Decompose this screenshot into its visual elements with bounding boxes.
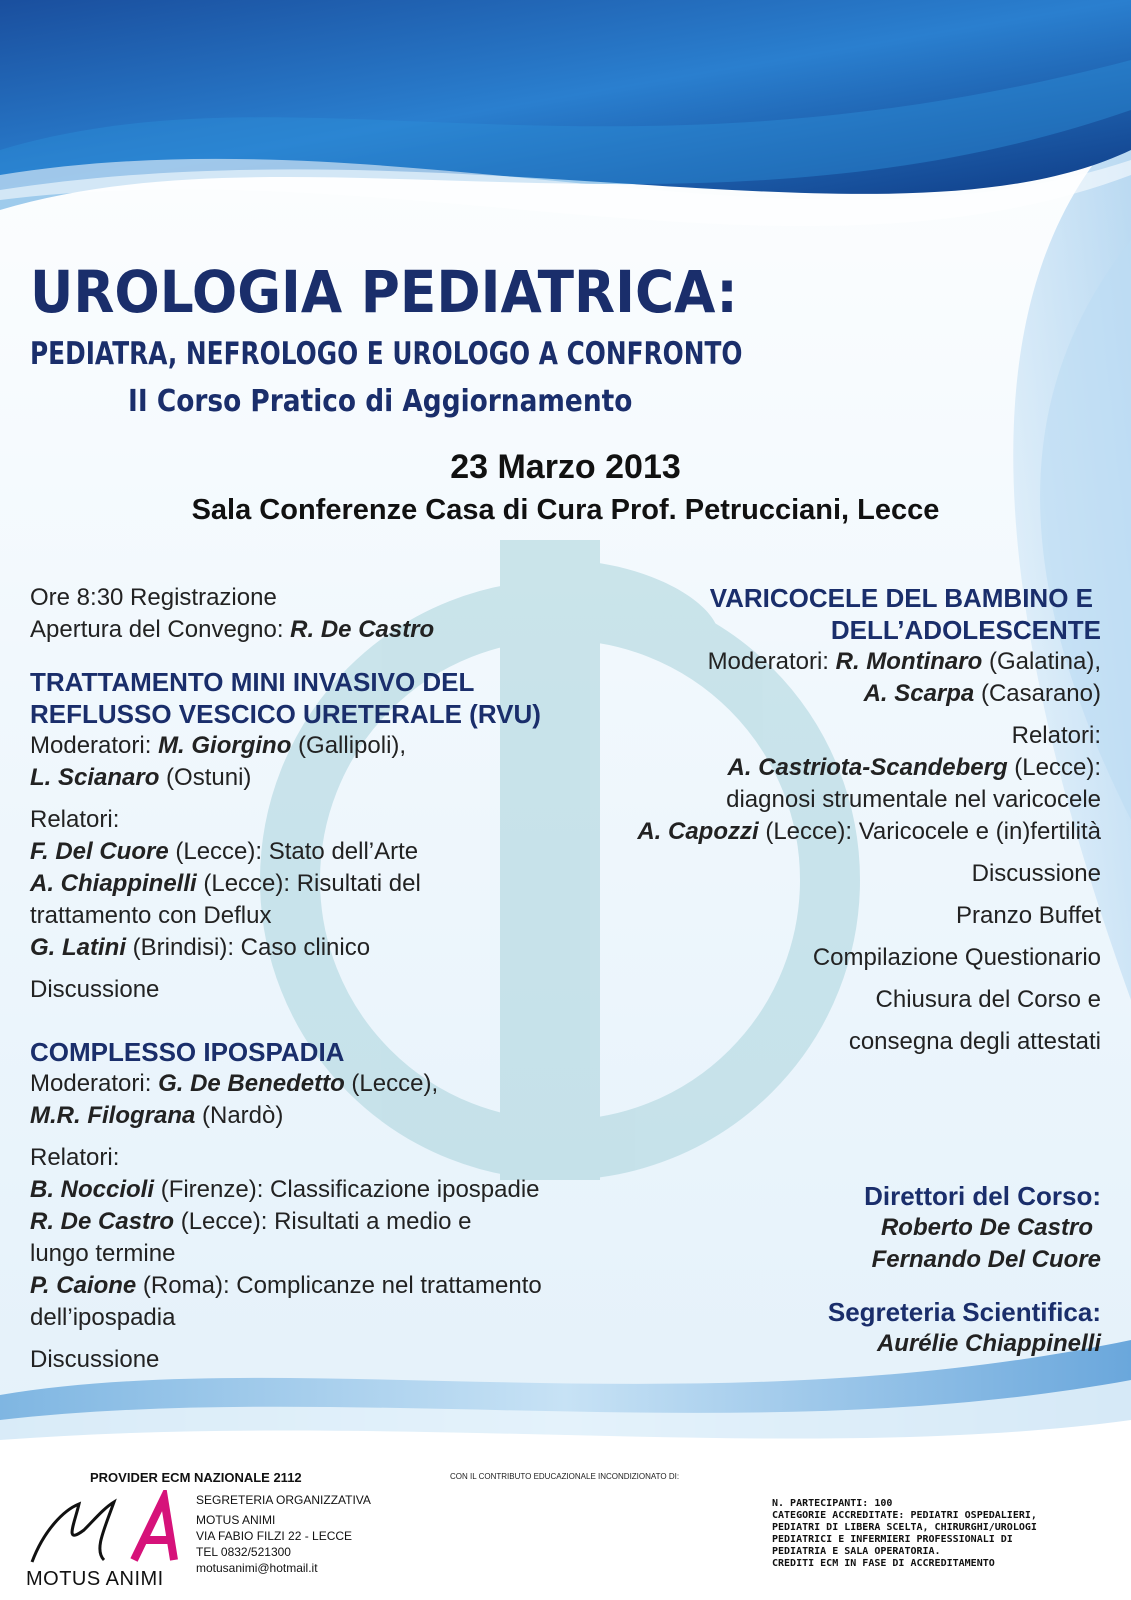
speaker-item: G. Latini (Brindisi): Caso clinico	[30, 934, 371, 961]
speaker-item: A. Chiappinelli (Lecce): Risultati del	[30, 870, 421, 897]
speakers-label-ipospadia: Relatori:	[30, 1144, 120, 1171]
speaker-item: R. De Castro (Lecce): Risultati a medio e	[30, 1208, 472, 1235]
speakers-label-varicocele: Relatori:	[1011, 722, 1101, 749]
accreditation-info: N. PARTECIPANTI: 100 CATEGORIE ACCREDITATE: PEDIATRI OSPEDALIERI, PEDIATRI DI LIBERA SCELTA, CHIRURGHI/UROLOGI PEDIATRICI E INFERMIERI PROFESSIONALI DI PEDIATRIA E SALA OPERATORIA. CREDITI ECM IN FASE DI ACCREDITAMENTO	[772, 1498, 1037, 1569]
speaker-item-cont: diagnosi strumentale nel varicocele	[726, 786, 1101, 813]
logo-text: MOTUS ANIMI	[26, 1568, 164, 1590]
scientific-secretary-name: Aurélie Chiappinelli	[876, 1330, 1101, 1357]
closing-item-cont: consegna degli attestati	[848, 1028, 1101, 1055]
moderators-rvu: Moderatori: M. Giorgino (Gallipoli),	[30, 732, 407, 759]
speaker-item: P. Caione (Roma): Complicanze nel trattamento	[30, 1272, 542, 1299]
section-title-rvu: TRATTAMENTO MINI INVASIVO DEL REFLUSSO VESCICO URETERALE (RVU)	[30, 667, 541, 729]
scientific-secretary-label: Segreteria Scientifica:	[827, 1297, 1101, 1327]
moderators-ipospadia-2: M.R. Filograna (Nardò)	[30, 1102, 284, 1129]
course-title: II Corso Pratico di Aggiornamento	[128, 384, 633, 419]
speaker-item: F. Del Cuore (Lecce): Stato dell’Arte	[30, 838, 419, 865]
moderators-rvu-2: L. Scianaro (Ostuni)	[30, 764, 252, 791]
registration-line: Ore 8:30 Registrazione	[30, 584, 277, 611]
speaker-item-cont: trattamento con Deflux	[30, 902, 272, 929]
opening-line: Apertura del Convegno: R. De Castro	[30, 616, 435, 643]
organizing-secretariat: SEGRETERIA ORGANIZZATIVA MOTUS ANIMI VIA FABIO FILZI 22 - LECCE TEL 0832/521300 motusanimi@hotmail.it	[196, 1493, 371, 1575]
page-subtitle: PEDIATRA, NEFROLOGO E UROLOGO A CONFRONTO	[30, 336, 743, 372]
event-venue: Sala Conferenze Casa di Cura Prof. Petrucciani, Lecce	[191, 494, 940, 526]
moderators-ipospadia: Moderatori: G. De Benedetto (Lecce),	[30, 1070, 439, 1097]
director-name: Fernando Del Cuore	[871, 1246, 1101, 1273]
event-date: 23 Marzo 2013	[450, 448, 681, 486]
speaker-item: A. Castriota-Scandeberg (Lecce):	[727, 754, 1101, 781]
speaker-item-cont: lungo termine	[30, 1240, 176, 1267]
motus-animi-logo	[24, 1490, 184, 1570]
speaker-item: B. Noccioli (Firenze): Classificazione ipospadie	[30, 1176, 540, 1203]
logo-mark: MA	[24, 1490, 26, 1491]
lunch-item: Pranzo Buffet	[956, 902, 1101, 929]
director-name: Roberto De Castro	[880, 1214, 1093, 1241]
closing-item: Chiusura del Corso e	[875, 986, 1101, 1013]
section-title-ipospadia: COMPLESSO IPOSPADIA	[30, 1037, 345, 1067]
sponsor-label: CON IL CONTRIBUTO EDUCAZIONALE INCONDIZIONATO DI:	[450, 1472, 680, 1481]
discussion-ipospadia: Discussione	[30, 1346, 160, 1373]
provider-label: PROVIDER ECM NAZIONALE 2112	[90, 1470, 302, 1485]
discussion-rvu: Discussione	[30, 976, 160, 1003]
program-right-column	[561, 582, 1101, 1360]
speakers-label-rvu: Relatori:	[30, 806, 120, 833]
questionnaire-item: Compilazione Questionario	[812, 944, 1101, 971]
discussion-varicocele: Discussione	[971, 860, 1101, 887]
program-left-column	[30, 582, 610, 1376]
page-title: UROLOGIA PEDIATRICA:	[30, 258, 738, 326]
moderators-varicocele-2: A. Scarpa (Casarano)	[863, 680, 1101, 707]
directors-label: Direttori del Corso:	[864, 1181, 1101, 1211]
moderators-varicocele: Moderatori: R. Montinaro (Galatina),	[707, 648, 1101, 675]
speaker-item-cont: dell’ipospadia	[30, 1304, 176, 1331]
speaker-item: A. Capozzi (Lecce): Varicocele e (in)fertilità	[637, 818, 1101, 845]
section-title-varicocele: VARICOCELE DEL BAMBINO E DELL’ADOLESCENTE	[709, 583, 1101, 645]
